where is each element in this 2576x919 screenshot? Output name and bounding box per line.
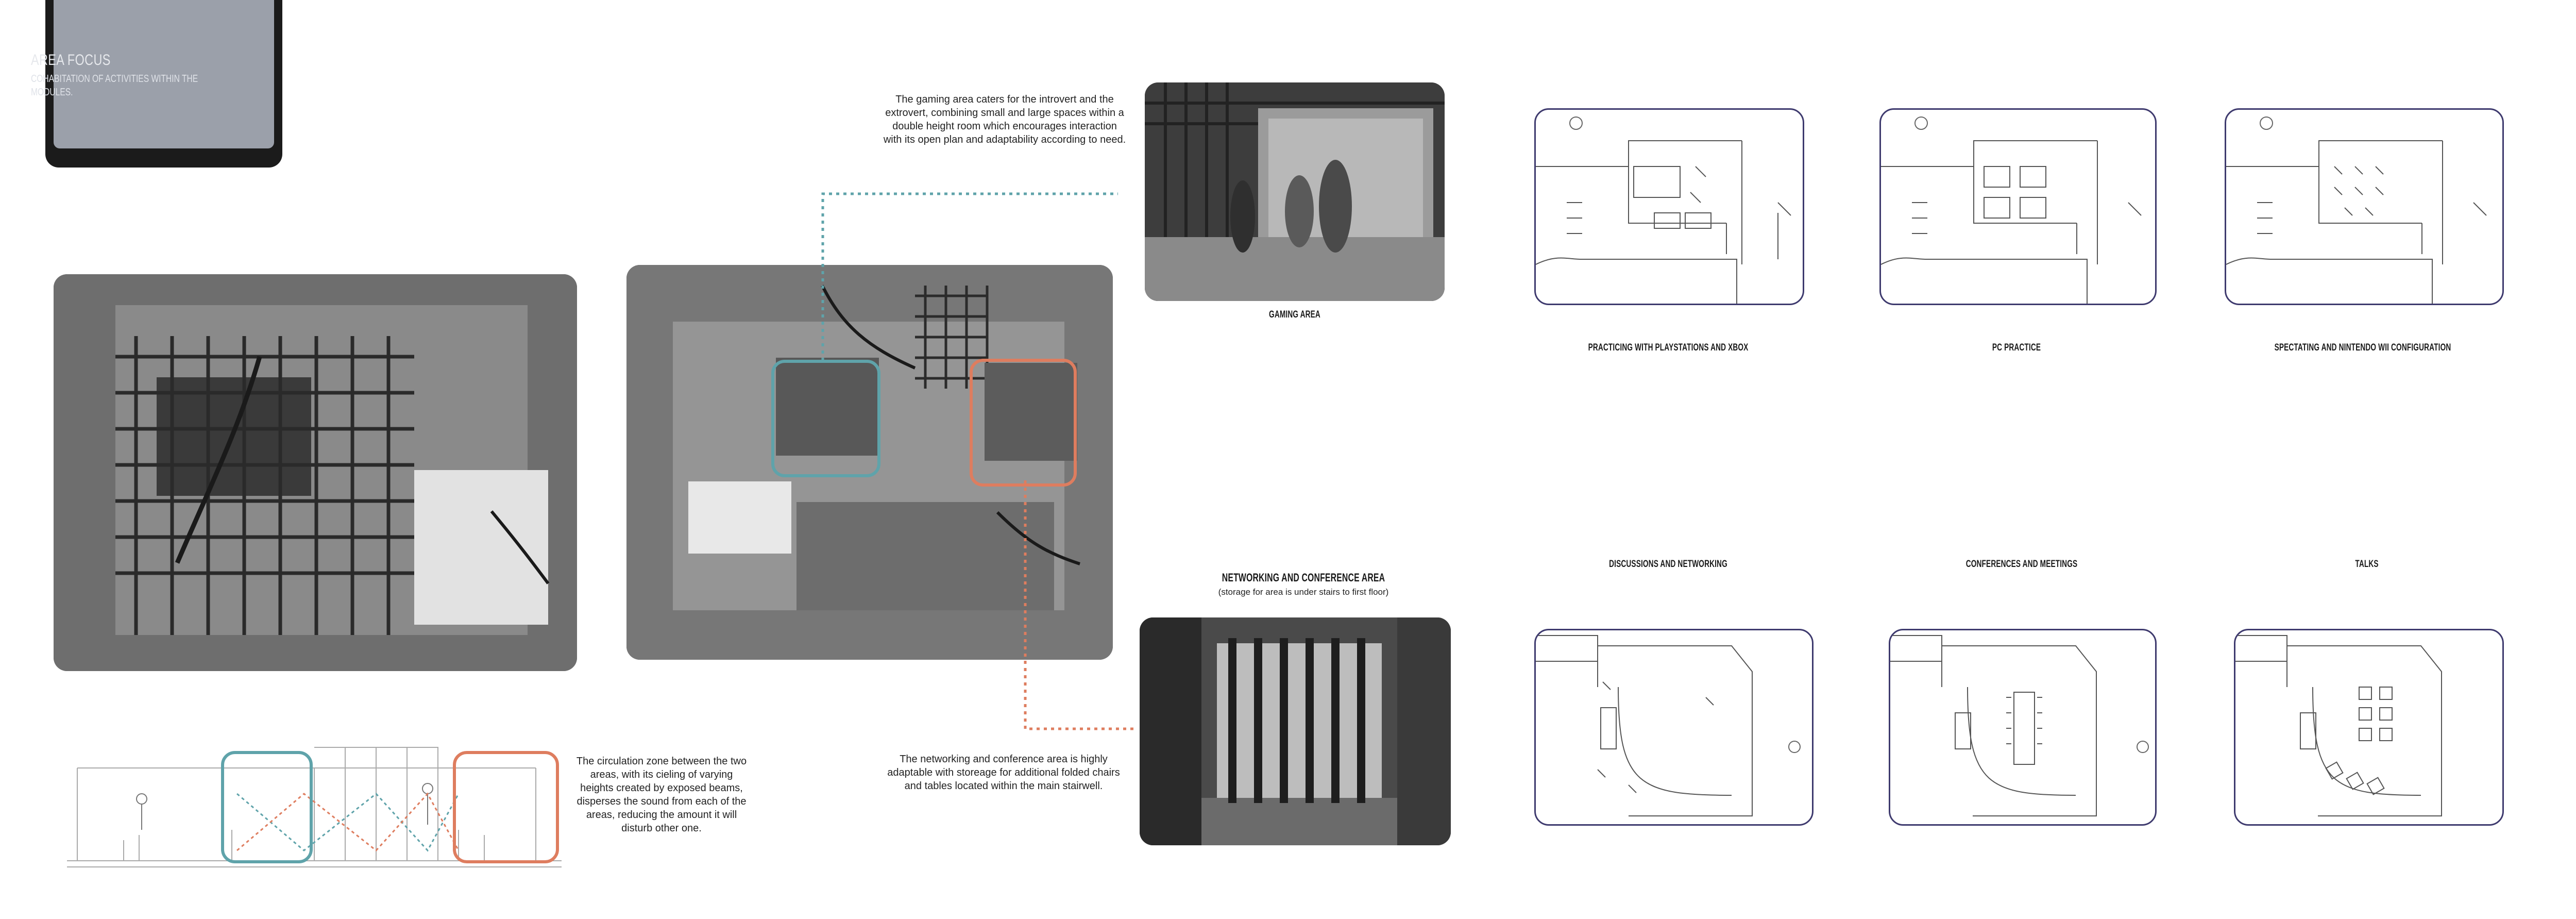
- plan-label-playstation-xbox: PRACTICING WITH PLAYSTATIONS AND XBOX: [1588, 342, 1749, 353]
- area-focus-title: AREA FOCUS: [31, 52, 111, 69]
- gaming-caption: The gaming area caters for the introvert and the extrovert, combining small and large spaces within a double height room which encourages interaction with its open plan and adaptability according to need.: [883, 94, 1126, 145]
- plan-talks: [2234, 629, 2504, 826]
- section-drawing: [67, 716, 562, 881]
- networking-title: NETWORKING AND CONFERENCE AREA: [1222, 571, 1385, 584]
- gaming-area-highlight: [771, 360, 880, 477]
- plan-spectating-wii: [2225, 108, 2504, 305]
- plan-label-conferences: CONFERENCES AND MEETINGS: [1965, 559, 2078, 570]
- plan-label-discussions: DISCUSSIONS AND NETWORKING: [1609, 559, 1727, 570]
- plan-label-pc-practice: PC PRACTICE: [1992, 342, 2041, 353]
- area-focus-subtitle: COHABITATION OF ACTIVITIES WITHIN THE MODULES.: [31, 73, 198, 98]
- plan-playstation-xbox: [1534, 108, 1804, 305]
- networking-area-photo: [1140, 617, 1451, 845]
- gaming-area-photo: [1145, 82, 1445, 301]
- gaming-area-label: GAMING AREA: [1269, 309, 1320, 320]
- model-photo-overview: [54, 274, 577, 671]
- plan-label-talks: TALKS: [2355, 559, 2379, 570]
- networking-area-highlight: [970, 359, 1077, 487]
- networking-caption: The networking and conference area is highly adaptable with storeage for additional folded chairs and tables located within the main stairwell.: [887, 754, 1120, 792]
- plan-discussions-networking: [1534, 629, 1814, 826]
- networking-subtitle: (storage for area is under stairs to first floor): [1218, 587, 1389, 597]
- plan-label-spectating-wii: SPECTATING AND NINTENDO WII CONFIGURATION: [2274, 342, 2451, 353]
- plan-pc-practice: [1879, 108, 2157, 305]
- plan-conferences-meetings: [1889, 629, 2157, 826]
- circulation-caption: The circulation zone between the two areas, with its cieling of varying heights created by exposed beams, disperses the sound from each of the areas, reducing the amount it will disturb other one.: [576, 756, 747, 834]
